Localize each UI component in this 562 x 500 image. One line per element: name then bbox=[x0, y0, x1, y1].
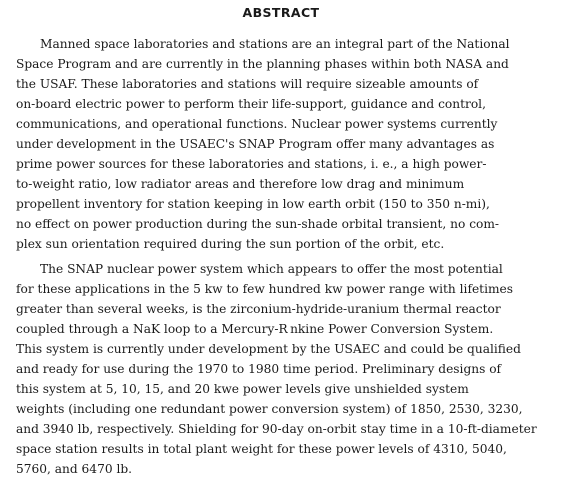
text-line: weights (including one redundant power conversion system) of 1850, 2530, 3230, bbox=[16, 402, 523, 416]
text-line: under development in the USAEC's SNAP Program offer many advantages as bbox=[16, 137, 495, 151]
text-line: greater than several weeks, is the zirconium-hydride-uranium thermal reactor bbox=[16, 302, 501, 316]
text-line: this system at 5, 10, 15, and 20 kwe power levels give unshielded system bbox=[16, 382, 469, 396]
text-line: on-board electric power to perform their life-support, guidance and control, bbox=[16, 97, 486, 111]
text-line: 5760, and 6470 lb. bbox=[16, 462, 133, 476]
text-line: coupled through a NaK loop to a Mercury-R nkine Power Conversion System. bbox=[16, 322, 494, 336]
text-line: to-weight ratio, low radiator areas and therefore low drag and minimum bbox=[16, 177, 465, 191]
text-line: for these applications in the 5 kw to few hundred kw power range with lifetimes bbox=[16, 282, 513, 296]
text-line: The SNAP nuclear power system which appears to offer the most potential bbox=[40, 262, 503, 276]
text-line: Manned space laboratories and stations are an integral part of the National bbox=[40, 37, 510, 51]
text-line: no effect on power production during the sun-shade orbital transient, no com- bbox=[16, 217, 500, 231]
text-line: communications, and operational functions. Nuclear power systems currently bbox=[16, 117, 498, 131]
text-line: space station results in total plant weight for these power levels of 4310, 5040, bbox=[16, 442, 507, 456]
text-line: and 3940 lb, respectively. Shielding for 90-day on-orbit stay time in a 10-ft-diameter bbox=[16, 422, 537, 436]
text-line: prime power sources for these laboratories and stations, i. e., a high power- bbox=[16, 157, 487, 171]
text-line: Space Program and are currently in the planning phases within both NASA and bbox=[16, 57, 509, 71]
text-line: and ready for use during the 1970 to 1980 time period. Preliminary designs of bbox=[16, 362, 502, 376]
text-line: plex sun orientation required during the sun portion of the orbit, etc. bbox=[16, 237, 445, 251]
text-line: propellent inventory for station keeping in low earth orbit (150 to 350 n-mi), bbox=[16, 197, 490, 211]
abstract-heading: ABSTRACT bbox=[242, 5, 320, 20]
text-line: the USAF. These laboratories and stations will require sizeable amounts of bbox=[16, 77, 479, 91]
text-line: This system is currently under development by the USAEC and could be qualified bbox=[16, 342, 521, 356]
